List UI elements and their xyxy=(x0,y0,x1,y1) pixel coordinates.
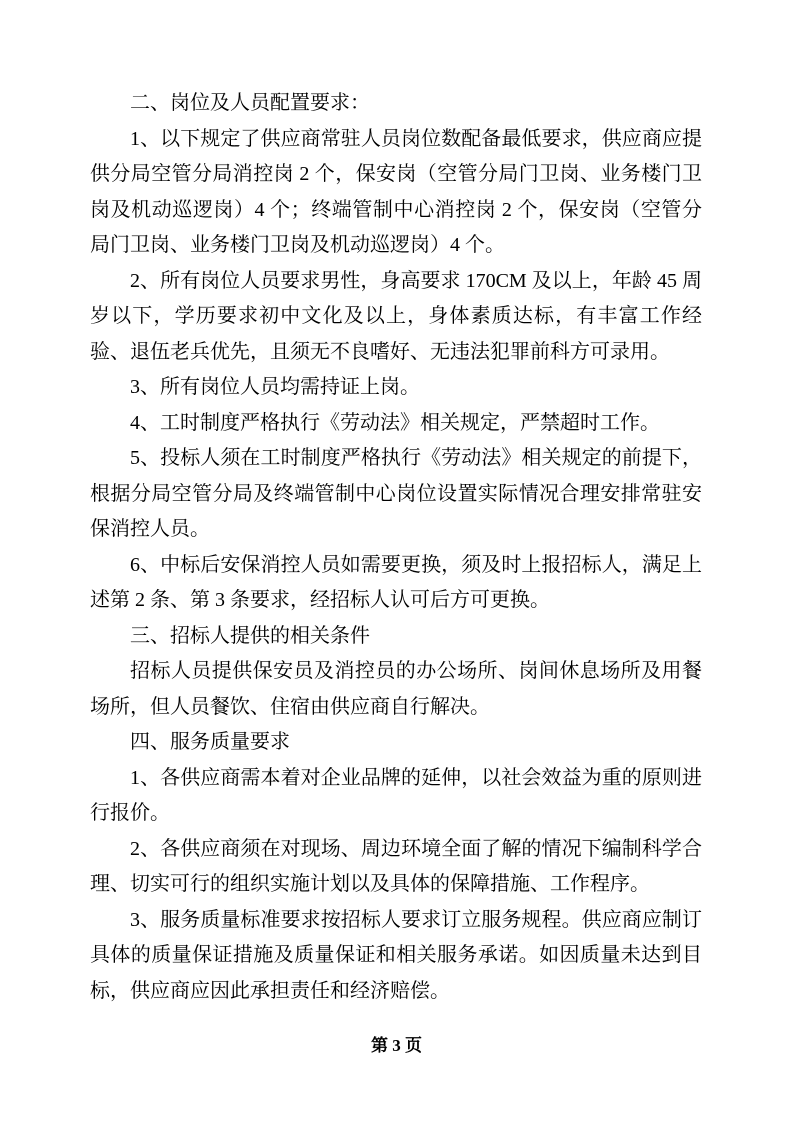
clause-pricing-principle: 1、各供应商需本着对企业品牌的延伸，以社会效益为重的原则进行报价。 xyxy=(90,766,702,824)
section-heading-service-quality: 四、服务质量要求 xyxy=(130,731,290,753)
page-number-footer: 第 3 页 xyxy=(371,1036,422,1055)
clause-implementation-plan: 2、各供应商须在对现场、周边环境全面了解的情况下编制科学合理、切实可行的组织实施计划以及具体的保障措施、工作程序。 xyxy=(90,837,702,895)
section-heading-tenderer-provided-conditions: 三、招标人提供的相关条件 xyxy=(130,624,370,647)
clause-provided-facilities: 招标人员提供保安员及消控员的办公场所、岗间休息场所及用餐场所，但人员餐饮、住宿由供应商自行解决。 xyxy=(90,660,702,718)
clause-certification: 3、所有岗位人员均需持证上岗。 xyxy=(130,376,420,398)
clause-personnel-requirements: 2、所有岗位人员要求男性，身高要求 170CM 及以上，年龄 45 周岁以下，学历要求初中文化及以上，身体素质达标，有丰富工作经验、退伍老兵优先，且须无不良嗜好、无违法犯罪前科方可录用。 xyxy=(90,269,702,363)
clause-staffing-minimums: 1、以下规定了供应商常驻人员岗位数配备最低要求，供应商应提供分局空管分局消控岗 2 个，保安岗（空管分局门卫岗、业务楼门卫岗及机动巡逻岗）4 个；终端管制中心消控岗 2 个，保安岗（空管分局门卫岗、业务楼门卫岗及机动巡逻岗）4 个。 xyxy=(90,127,702,256)
section-heading-positions-and-staffing: 二、岗位及人员配置要求： xyxy=(130,92,370,114)
clause-personnel-replacement: 6、中标后安保消控人员如需要更换，须及时上报招标人，满足上述第 2 条、第 3 条要求，经招标人认可后方可更换。 xyxy=(90,553,702,611)
clause-bidder-scheduling: 5、投标人须在工时制度严格执行《劳动法》相关规定的前提下，根据分局空管分局及终端管制中心岗位设置实际情况合理安排常驻安保消控人员。 xyxy=(90,447,702,540)
clause-quality-standards: 3、服务质量标准要求按招标人要求订立服务规程。供应商应制订具体的质量保证措施及质量保证和相关服务承诺。如因质量未达到目标，供应商应因此承担责任和经济赔偿。 xyxy=(90,908,702,1002)
clause-working-hours: 4、工时制度严格执行《劳动法》相关规定，严禁超时工作。 xyxy=(130,411,660,434)
document-body xyxy=(90,86,702,1009)
